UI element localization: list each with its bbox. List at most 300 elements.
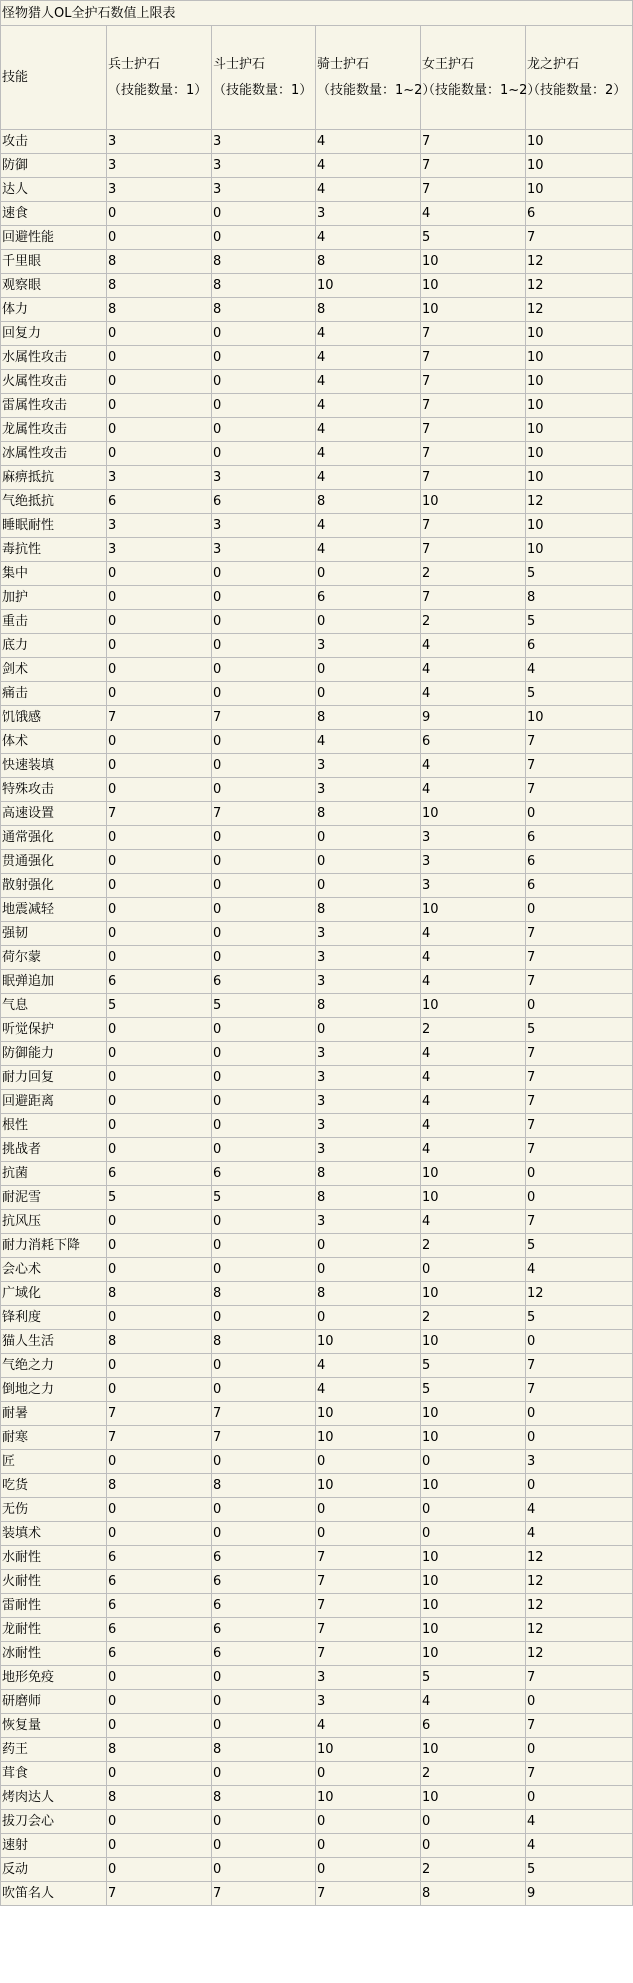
dragon-value-cell: 5 <box>526 1858 633 1882</box>
knight-value-cell: 4 <box>316 418 421 442</box>
soldier-value-cell: 0 <box>107 1450 212 1474</box>
fighter-value-cell: 7 <box>212 1402 316 1426</box>
fighter-value-cell: 7 <box>212 706 316 730</box>
skill-name-cell: 吃货 <box>1 1474 107 1498</box>
skill-name-cell: 防御 <box>1 154 107 178</box>
queen-value-cell: 10 <box>421 1330 526 1354</box>
fighter-value-cell: 0 <box>212 610 316 634</box>
header-stone-knight <box>316 26 436 130</box>
skill-name-cell: 速射 <box>1 1834 107 1858</box>
soldier-value-cell: 6 <box>107 1546 212 1570</box>
fighter-value-cell: 0 <box>212 442 316 466</box>
fighter-value-cell: 0 <box>212 850 316 874</box>
soldier-value-cell: 0 <box>107 1258 212 1282</box>
skill-name-cell: 水属性攻击 <box>1 346 107 370</box>
fighter-value-cell: 0 <box>212 1714 316 1738</box>
soldier-value-cell: 0 <box>107 826 212 850</box>
soldier-value-cell: 0 <box>107 610 212 634</box>
skill-name-cell: 回避性能 <box>1 226 107 250</box>
queen-value-cell: 10 <box>421 1162 526 1186</box>
dragon-value-cell: 0 <box>526 1426 633 1450</box>
soldier-value-cell: 0 <box>107 1042 212 1066</box>
knight-value-cell: 0 <box>316 1450 421 1474</box>
knight-value-cell: 3 <box>316 1114 421 1138</box>
knight-value-cell: 0 <box>316 658 421 682</box>
dragon-value-cell: 0 <box>526 1474 633 1498</box>
skill-name-cell: 加护 <box>1 586 107 610</box>
soldier-value-cell: 0 <box>107 1138 212 1162</box>
skill-name-cell: 气息 <box>1 994 107 1018</box>
knight-value-cell: 7 <box>316 1594 421 1618</box>
knight-value-cell: 0 <box>316 562 421 586</box>
dragon-value-cell: 7 <box>526 226 633 250</box>
soldier-value-cell: 0 <box>107 370 212 394</box>
fighter-value-cell: 0 <box>212 370 316 394</box>
dragon-value-cell: 12 <box>526 1546 633 1570</box>
soldier-value-cell: 0 <box>107 1762 212 1786</box>
fighter-value-cell: 0 <box>212 1498 316 1522</box>
soldier-value-cell: 0 <box>107 442 212 466</box>
knight-value-cell: 8 <box>316 250 421 274</box>
skill-name-cell: 散射强化 <box>1 874 107 898</box>
knight-value-cell: 3 <box>316 754 421 778</box>
dragon-value-cell: 7 <box>526 1210 633 1234</box>
skill-name-cell: 抗菌 <box>1 1162 107 1186</box>
dragon-value-cell: 12 <box>526 1642 633 1666</box>
fighter-value-cell: 0 <box>212 586 316 610</box>
table-row <box>1 874 633 898</box>
skill-name-cell: 睡眠耐性 <box>1 514 107 538</box>
dragon-value-cell: 10 <box>526 370 633 394</box>
fighter-value-cell: 7 <box>212 1426 316 1450</box>
dragon-value-cell: 7 <box>526 1138 633 1162</box>
knight-value-cell: 3 <box>316 634 421 658</box>
skill-name-cell: 雷耐性 <box>1 1594 107 1618</box>
skill-name-cell: 麻痹抵抗 <box>1 466 107 490</box>
soldier-value-cell: 0 <box>107 1834 212 1858</box>
knight-value-cell: 0 <box>316 682 421 706</box>
fighter-value-cell: 8 <box>212 274 316 298</box>
stone-name: 兵士护石 <box>108 56 161 72</box>
dragon-value-cell: 0 <box>526 994 633 1018</box>
table-row <box>1 1450 633 1474</box>
table-row <box>1 1378 633 1402</box>
fighter-value-cell: 0 <box>212 562 316 586</box>
skill-name-cell: 火耐性 <box>1 1570 107 1594</box>
fighter-value-cell: 0 <box>212 778 316 802</box>
soldier-value-cell: 5 <box>107 1186 212 1210</box>
queen-value-cell: 7 <box>421 418 526 442</box>
table-row <box>1 754 633 778</box>
table-row <box>1 1762 633 1786</box>
queen-value-cell: 10 <box>421 1546 526 1570</box>
knight-value-cell: 0 <box>316 1306 421 1330</box>
table-row <box>1 1474 633 1498</box>
skill-name-cell: 速食 <box>1 202 107 226</box>
table-row <box>1 970 633 994</box>
fighter-value-cell: 8 <box>212 1282 316 1306</box>
queen-value-cell: 0 <box>421 1498 526 1522</box>
dragon-value-cell: 4 <box>526 1522 633 1546</box>
queen-value-cell: 4 <box>421 1138 526 1162</box>
table-row <box>1 442 633 466</box>
skill-name-cell: 冰耐性 <box>1 1642 107 1666</box>
dragon-value-cell: 7 <box>526 730 633 754</box>
queen-value-cell: 7 <box>421 370 526 394</box>
queen-value-cell: 2 <box>421 1306 526 1330</box>
knight-value-cell: 8 <box>316 802 421 826</box>
table-row <box>1 1114 633 1138</box>
skill-name-cell: 恢复量 <box>1 1714 107 1738</box>
queen-value-cell: 5 <box>421 1378 526 1402</box>
dragon-value-cell: 7 <box>526 1114 633 1138</box>
queen-value-cell: 3 <box>421 850 526 874</box>
knight-value-cell: 10 <box>316 1738 421 1762</box>
table-row <box>1 130 633 154</box>
skill-name-cell: 高速设置 <box>1 802 107 826</box>
stone-name: 龙之护石 <box>527 56 580 72</box>
soldier-value-cell: 0 <box>107 394 212 418</box>
queen-value-cell: 0 <box>421 1522 526 1546</box>
knight-value-cell: 10 <box>316 1474 421 1498</box>
table-row <box>1 1858 633 1882</box>
table-row <box>1 1138 633 1162</box>
table-row <box>1 850 633 874</box>
skill-name-cell: 地震减轻 <box>1 898 107 922</box>
table-row <box>1 1258 633 1282</box>
fighter-value-cell: 0 <box>212 1762 316 1786</box>
table-row <box>1 1330 633 1354</box>
dragon-value-cell: 10 <box>526 706 633 730</box>
fighter-value-cell: 8 <box>212 250 316 274</box>
dragon-value-cell: 6 <box>526 850 633 874</box>
knight-value-cell: 10 <box>316 1786 421 1810</box>
queen-value-cell: 4 <box>421 778 526 802</box>
dragon-value-cell: 6 <box>526 634 633 658</box>
fighter-value-cell: 8 <box>212 1474 316 1498</box>
fighter-value-cell: 0 <box>212 418 316 442</box>
skill-name-cell: 耐力回复 <box>1 1066 107 1090</box>
skill-name-cell: 集中 <box>1 562 107 586</box>
skill-name-cell: 通常强化 <box>1 826 107 850</box>
stone-skill-count: （技能数量：1） <box>213 82 313 98</box>
soldier-value-cell: 0 <box>107 898 212 922</box>
table-row <box>1 1426 633 1450</box>
fighter-value-cell: 3 <box>212 538 316 562</box>
dragon-value-cell: 7 <box>526 946 633 970</box>
skill-name-cell: 龙耐性 <box>1 1618 107 1642</box>
dragon-value-cell: 5 <box>526 610 633 634</box>
knight-value-cell: 8 <box>316 1282 421 1306</box>
knight-value-cell: 3 <box>316 1066 421 1090</box>
fighter-value-cell: 0 <box>212 226 316 250</box>
queen-value-cell: 4 <box>421 1114 526 1138</box>
skill-name-cell: 研磨师 <box>1 1690 107 1714</box>
fighter-value-cell: 7 <box>212 802 316 826</box>
queen-value-cell: 2 <box>421 1762 526 1786</box>
table-row <box>1 1642 633 1666</box>
table-row <box>1 658 633 682</box>
knight-value-cell: 8 <box>316 298 421 322</box>
skill-name-cell: 耐力消耗下降 <box>1 1234 107 1258</box>
knight-value-cell: 4 <box>316 394 421 418</box>
skill-name-cell: 强韧 <box>1 922 107 946</box>
soldier-value-cell: 0 <box>107 1210 212 1234</box>
knight-value-cell: 8 <box>316 706 421 730</box>
soldier-value-cell: 3 <box>107 130 212 154</box>
queen-value-cell: 4 <box>421 946 526 970</box>
dragon-value-cell: 12 <box>526 274 633 298</box>
table-row <box>1 922 633 946</box>
knight-value-cell: 0 <box>316 1810 421 1834</box>
dragon-value-cell: 7 <box>526 1042 633 1066</box>
knight-value-cell: 0 <box>316 1522 421 1546</box>
knight-value-cell: 4 <box>316 322 421 346</box>
soldier-value-cell: 3 <box>107 466 212 490</box>
queen-value-cell: 4 <box>421 202 526 226</box>
fighter-value-cell: 6 <box>212 1618 316 1642</box>
skill-name-cell: 抗风压 <box>1 1210 107 1234</box>
dragon-value-cell: 10 <box>526 514 633 538</box>
queen-value-cell: 10 <box>421 1618 526 1642</box>
dragon-value-cell: 10 <box>526 442 633 466</box>
queen-value-cell: 7 <box>421 514 526 538</box>
queen-value-cell: 10 <box>421 802 526 826</box>
queen-value-cell: 7 <box>421 154 526 178</box>
table-row <box>1 346 633 370</box>
soldier-value-cell: 8 <box>107 250 212 274</box>
soldier-value-cell: 7 <box>107 1882 212 1906</box>
fighter-value-cell: 3 <box>212 514 316 538</box>
knight-value-cell: 3 <box>316 1690 421 1714</box>
fighter-value-cell: 0 <box>212 1018 316 1042</box>
soldier-value-cell: 0 <box>107 562 212 586</box>
dragon-value-cell: 7 <box>526 922 633 946</box>
skill-name-cell: 特殊攻击 <box>1 778 107 802</box>
soldier-value-cell: 0 <box>107 1714 212 1738</box>
dragon-value-cell: 12 <box>526 1282 633 1306</box>
queen-value-cell: 4 <box>421 1690 526 1714</box>
queen-value-cell: 4 <box>421 922 526 946</box>
soldier-value-cell: 7 <box>107 1402 212 1426</box>
queen-value-cell: 10 <box>421 994 526 1018</box>
dragon-value-cell: 12 <box>526 1594 633 1618</box>
soldier-value-cell: 0 <box>107 1666 212 1690</box>
soldier-value-cell: 0 <box>107 1810 212 1834</box>
table-row <box>1 538 633 562</box>
table-row <box>1 1810 633 1834</box>
fighter-value-cell: 0 <box>212 202 316 226</box>
table-row <box>1 178 633 202</box>
dragon-value-cell: 0 <box>526 1162 633 1186</box>
dragon-value-cell: 7 <box>526 778 633 802</box>
soldier-value-cell: 0 <box>107 754 212 778</box>
queen-value-cell: 4 <box>421 1210 526 1234</box>
soldier-value-cell: 3 <box>107 514 212 538</box>
dragon-value-cell: 10 <box>526 154 633 178</box>
soldier-value-cell: 0 <box>107 1090 212 1114</box>
fighter-value-cell: 8 <box>212 1330 316 1354</box>
queen-value-cell: 7 <box>421 538 526 562</box>
skill-name-cell: 达人 <box>1 178 107 202</box>
knight-value-cell: 4 <box>316 370 421 394</box>
knight-value-cell: 3 <box>316 1090 421 1114</box>
table-row <box>1 946 633 970</box>
table-row <box>1 1282 633 1306</box>
dragon-value-cell: 7 <box>526 1666 633 1690</box>
header-row <box>1 26 633 130</box>
knight-value-cell: 0 <box>316 874 421 898</box>
queen-value-cell: 10 <box>421 1570 526 1594</box>
dragon-value-cell: 6 <box>526 202 633 226</box>
skill-name-cell: 回避距离 <box>1 1090 107 1114</box>
queen-value-cell: 4 <box>421 658 526 682</box>
knight-value-cell: 0 <box>316 1762 421 1786</box>
soldier-value-cell: 0 <box>107 1690 212 1714</box>
skill-name-cell: 荷尔蒙 <box>1 946 107 970</box>
skill-name-cell: 反动 <box>1 1858 107 1882</box>
queen-value-cell: 7 <box>421 346 526 370</box>
header-skill: 技能 <box>1 26 107 130</box>
fighter-value-cell: 6 <box>212 1546 316 1570</box>
dragon-value-cell: 6 <box>526 874 633 898</box>
table-row <box>1 1498 633 1522</box>
knight-value-cell: 0 <box>316 1258 421 1282</box>
soldier-value-cell: 6 <box>107 1594 212 1618</box>
soldier-value-cell: 0 <box>107 586 212 610</box>
fighter-value-cell: 0 <box>212 1234 316 1258</box>
fighter-value-cell: 0 <box>212 1306 316 1330</box>
skill-name-cell: 倒地之力 <box>1 1378 107 1402</box>
soldier-value-cell: 0 <box>107 1306 212 1330</box>
knight-value-cell: 8 <box>316 1162 421 1186</box>
soldier-value-cell: 7 <box>107 1426 212 1450</box>
queen-value-cell: 0 <box>421 1834 526 1858</box>
table-row <box>1 1570 633 1594</box>
soldier-value-cell: 8 <box>107 1282 212 1306</box>
fighter-value-cell: 7 <box>212 1882 316 1906</box>
dragon-value-cell: 10 <box>526 394 633 418</box>
stone-skill-count: （技能数量：2） <box>527 82 627 98</box>
fighter-value-cell: 0 <box>212 1522 316 1546</box>
soldier-value-cell: 0 <box>107 634 212 658</box>
dragon-value-cell: 6 <box>526 826 633 850</box>
fighter-value-cell: 0 <box>212 1066 316 1090</box>
dragon-value-cell: 0 <box>526 1402 633 1426</box>
skill-name-cell: 无伤 <box>1 1498 107 1522</box>
table-row <box>1 778 633 802</box>
soldier-value-cell: 3 <box>107 538 212 562</box>
fighter-value-cell: 0 <box>212 754 316 778</box>
fighter-value-cell: 6 <box>212 1594 316 1618</box>
stone-name: 斗士护石 <box>213 56 266 72</box>
knight-value-cell: 3 <box>316 202 421 226</box>
table-row <box>1 202 633 226</box>
table-row <box>1 706 633 730</box>
soldier-value-cell: 0 <box>107 322 212 346</box>
dragon-value-cell: 12 <box>526 250 633 274</box>
knight-value-cell: 4 <box>316 538 421 562</box>
table-row <box>1 1186 633 1210</box>
soldier-value-cell: 0 <box>107 922 212 946</box>
knight-value-cell: 3 <box>316 1138 421 1162</box>
skill-name-cell: 攻击 <box>1 130 107 154</box>
queen-value-cell: 0 <box>421 1258 526 1282</box>
table-row <box>1 466 633 490</box>
queen-value-cell: 10 <box>421 1738 526 1762</box>
skill-name-cell: 听觉保护 <box>1 1018 107 1042</box>
fighter-value-cell: 8 <box>212 1738 316 1762</box>
table-row <box>1 1066 633 1090</box>
knight-value-cell: 7 <box>316 1882 421 1906</box>
skill-name-cell: 雷属性攻击 <box>1 394 107 418</box>
skill-name-cell: 饥饿感 <box>1 706 107 730</box>
knight-value-cell: 7 <box>316 1642 421 1666</box>
skill-name-cell: 茸食 <box>1 1762 107 1786</box>
skill-name-cell: 猫人生活 <box>1 1330 107 1354</box>
queen-value-cell: 6 <box>421 730 526 754</box>
table-row <box>1 1690 633 1714</box>
queen-value-cell: 0 <box>421 1810 526 1834</box>
knight-value-cell: 0 <box>316 1858 421 1882</box>
knight-value-cell: 4 <box>316 130 421 154</box>
fighter-value-cell: 0 <box>212 1138 316 1162</box>
queen-value-cell: 10 <box>421 1186 526 1210</box>
fighter-value-cell: 0 <box>212 1210 316 1234</box>
table-row <box>1 586 633 610</box>
knight-value-cell: 7 <box>316 1570 421 1594</box>
knight-value-cell: 8 <box>316 490 421 514</box>
dragon-value-cell: 12 <box>526 1570 633 1594</box>
soldier-value-cell: 0 <box>107 658 212 682</box>
queen-value-cell: 8 <box>421 1882 526 1906</box>
skill-name-cell: 吹笛名人 <box>1 1882 107 1906</box>
fighter-value-cell: 0 <box>212 1858 316 1882</box>
skill-name-cell: 气绝之力 <box>1 1354 107 1378</box>
table-row <box>1 490 633 514</box>
soldier-value-cell: 8 <box>107 1738 212 1762</box>
knight-value-cell: 4 <box>316 226 421 250</box>
queen-value-cell: 9 <box>421 706 526 730</box>
knight-value-cell: 3 <box>316 922 421 946</box>
dragon-value-cell: 10 <box>526 322 633 346</box>
skill-name-cell: 体力 <box>1 298 107 322</box>
table-row <box>1 826 633 850</box>
soldier-value-cell: 0 <box>107 346 212 370</box>
soldier-value-cell: 0 <box>107 226 212 250</box>
queen-value-cell: 2 <box>421 1234 526 1258</box>
table-row <box>1 370 633 394</box>
queen-value-cell: 10 <box>421 298 526 322</box>
dragon-value-cell: 12 <box>526 1618 633 1642</box>
knight-value-cell: 4 <box>316 154 421 178</box>
dragon-value-cell: 7 <box>526 1090 633 1114</box>
table-row <box>1 1834 633 1858</box>
fighter-value-cell: 6 <box>212 1570 316 1594</box>
table-row <box>1 1738 633 1762</box>
knight-value-cell: 0 <box>316 826 421 850</box>
table-row <box>1 418 633 442</box>
dragon-value-cell: 10 <box>526 178 633 202</box>
fighter-value-cell: 0 <box>212 874 316 898</box>
skill-name-cell: 回复力 <box>1 322 107 346</box>
table-row <box>1 1234 633 1258</box>
dragon-value-cell: 4 <box>526 1258 633 1282</box>
soldier-value-cell: 0 <box>107 1066 212 1090</box>
skill-name-cell: 气绝抵抗 <box>1 490 107 514</box>
fighter-value-cell: 0 <box>212 1450 316 1474</box>
skill-name-cell: 快速装填 <box>1 754 107 778</box>
